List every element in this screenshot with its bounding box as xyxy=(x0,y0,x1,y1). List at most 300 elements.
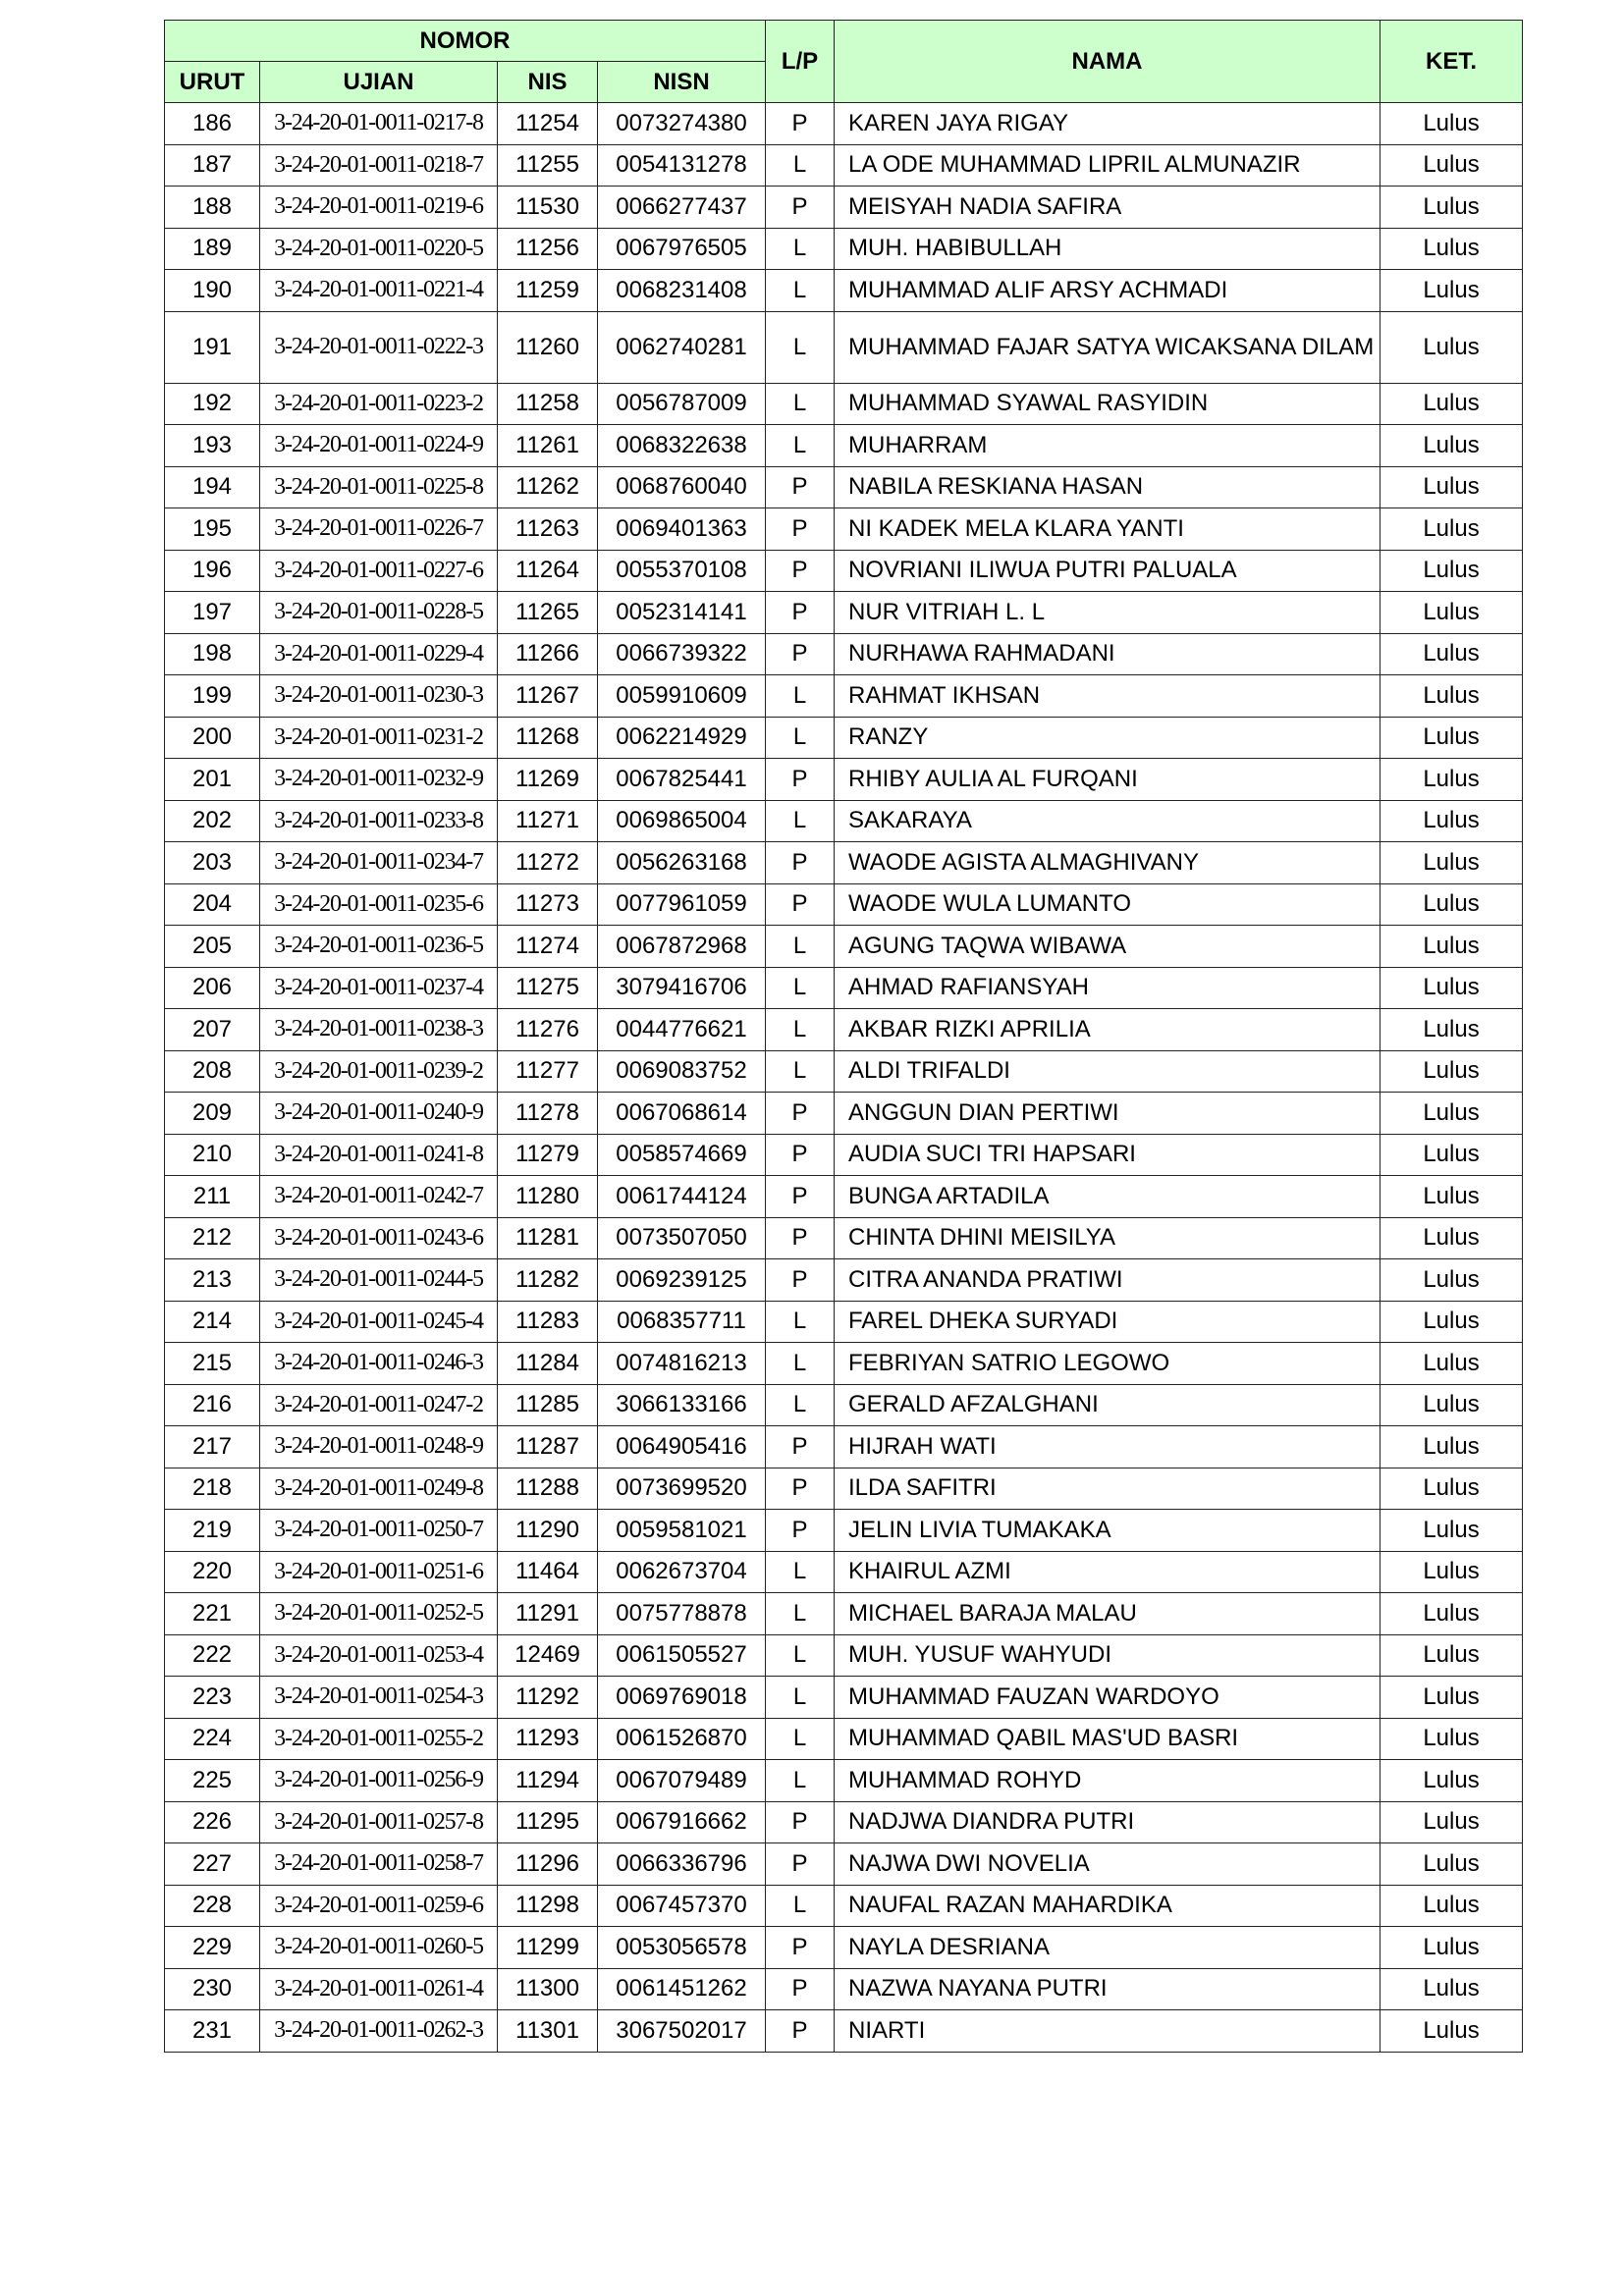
cell-ket: Lulus xyxy=(1380,926,1523,968)
cell-lp: L xyxy=(766,1384,835,1426)
cell-lp: L xyxy=(766,717,835,759)
cell-nisn: 0068231408 xyxy=(598,270,766,312)
cell-ujian: 3-24-20-01-0011-0236-5 xyxy=(260,926,498,968)
cell-nama: KHAIRUL AZMI xyxy=(835,1551,1380,1593)
cell-ujian: 3-24-20-01-0011-0223-2 xyxy=(260,383,498,425)
cell-nisn: 0067825441 xyxy=(598,759,766,801)
cell-nis: 11267 xyxy=(498,675,598,718)
cell-ujian: 3-24-20-01-0011-0231-2 xyxy=(260,717,498,759)
cell-nis: 11269 xyxy=(498,759,598,801)
cell-ket: Lulus xyxy=(1380,1843,1523,1886)
header-nisn: NISN xyxy=(598,62,766,103)
table-row xyxy=(165,717,1523,759)
cell-ket: Lulus xyxy=(1380,466,1523,508)
cell-ket: Lulus xyxy=(1380,1510,1523,1552)
table-row xyxy=(165,1050,1523,1093)
cell-nama: MUHAMMAD SYAWAL RASYIDIN xyxy=(835,383,1380,425)
cell-ket: Lulus xyxy=(1380,2010,1523,2053)
cell-ujian: 3-24-20-01-0011-0228-5 xyxy=(260,592,498,634)
cell-nis: 11288 xyxy=(498,1468,598,1510)
cell-nis: 11265 xyxy=(498,592,598,634)
cell-nis: 11261 xyxy=(498,425,598,467)
table-row xyxy=(165,1718,1523,1760)
cell-urut: 200 xyxy=(165,717,260,759)
cell-nis: 11282 xyxy=(498,1259,598,1302)
cell-urut: 186 xyxy=(165,103,260,145)
header-nomor: NOMOR xyxy=(165,21,766,62)
table-row xyxy=(165,1384,1523,1426)
cell-nama: NABILA RESKIANA HASAN xyxy=(835,466,1380,508)
cell-nama: MUHAMMAD FAJAR SATYA WICAKSANA DILAM xyxy=(835,311,1380,383)
cell-lp: P xyxy=(766,508,835,551)
cell-nis: 11300 xyxy=(498,1968,598,2010)
cell-nis: 11278 xyxy=(498,1093,598,1135)
cell-nis: 12469 xyxy=(498,1634,598,1677)
cell-ujian: 3-24-20-01-0011-0241-8 xyxy=(260,1134,498,1176)
cell-nis: 11275 xyxy=(498,967,598,1009)
cell-urut: 205 xyxy=(165,926,260,968)
table-row xyxy=(165,466,1523,508)
cell-nama: KAREN JAYA RIGAY xyxy=(835,103,1380,145)
table-row xyxy=(165,270,1523,312)
table-row xyxy=(165,1677,1523,1719)
cell-nisn: 0067872968 xyxy=(598,926,766,968)
cell-urut: 208 xyxy=(165,1050,260,1093)
cell-nama: NIARTI xyxy=(835,2010,1380,2053)
cell-nisn: 0052314141 xyxy=(598,592,766,634)
cell-ket: Lulus xyxy=(1380,1093,1523,1135)
cell-nis: 11283 xyxy=(498,1301,598,1343)
cell-urut: 219 xyxy=(165,1510,260,1552)
table-row xyxy=(165,1885,1523,1927)
cell-nis: 11298 xyxy=(498,1885,598,1927)
cell-nis: 11255 xyxy=(498,144,598,187)
cell-ket: Lulus xyxy=(1380,1217,1523,1259)
cell-nis: 11274 xyxy=(498,926,598,968)
header-nis: NIS xyxy=(498,62,598,103)
cell-nis: 11294 xyxy=(498,1760,598,1802)
graduation-table xyxy=(164,20,1523,2053)
cell-ujian: 3-24-20-01-0011-0243-6 xyxy=(260,1217,498,1259)
cell-ujian: 3-24-20-01-0011-0235-6 xyxy=(260,883,498,926)
header-row-top xyxy=(165,21,1523,62)
table-row xyxy=(165,967,1523,1009)
cell-nisn: 0075778878 xyxy=(598,1593,766,1635)
cell-nisn: 0066739322 xyxy=(598,633,766,675)
cell-ket: Lulus xyxy=(1380,1176,1523,1218)
cell-ujian: 3-24-20-01-0011-0256-9 xyxy=(260,1760,498,1802)
cell-nis: 11290 xyxy=(498,1510,598,1552)
cell-lp: L xyxy=(766,1760,835,1802)
cell-nis: 11264 xyxy=(498,550,598,592)
cell-nisn: 0059581021 xyxy=(598,1510,766,1552)
cell-urut: 220 xyxy=(165,1551,260,1593)
table-row xyxy=(165,1968,1523,2010)
table-row xyxy=(165,311,1523,383)
cell-nama: NAJWA DWI NOVELIA xyxy=(835,1843,1380,1886)
cell-nisn: 0058574669 xyxy=(598,1134,766,1176)
cell-ujian: 3-24-20-01-0011-0247-2 xyxy=(260,1384,498,1426)
cell-urut: 209 xyxy=(165,1093,260,1135)
cell-nama: GERALD AFZALGHANI xyxy=(835,1384,1380,1426)
cell-nisn: 0066336796 xyxy=(598,1843,766,1886)
table-row xyxy=(165,1009,1523,1051)
cell-ket: Lulus xyxy=(1380,1384,1523,1426)
table-row xyxy=(165,1093,1523,1135)
cell-lp: L xyxy=(766,1050,835,1093)
cell-nis: 11260 xyxy=(498,311,598,383)
cell-nis: 11530 xyxy=(498,187,598,229)
header-nama: NAMA xyxy=(835,21,1380,103)
cell-ujian: 3-24-20-01-0011-0261-4 xyxy=(260,1968,498,2010)
cell-ket: Lulus xyxy=(1380,550,1523,592)
cell-nisn: 0068760040 xyxy=(598,466,766,508)
cell-nisn: 0069239125 xyxy=(598,1259,766,1302)
cell-nisn: 0067457370 xyxy=(598,1885,766,1927)
cell-nama: ALDI TRIFALDI xyxy=(835,1050,1380,1093)
cell-urut: 227 xyxy=(165,1843,260,1886)
cell-ket: Lulus xyxy=(1380,800,1523,842)
cell-nis: 11263 xyxy=(498,508,598,551)
cell-lp: P xyxy=(766,103,835,145)
cell-lp: P xyxy=(766,1968,835,2010)
cell-ket: Lulus xyxy=(1380,717,1523,759)
cell-nisn: 0062214929 xyxy=(598,717,766,759)
cell-lp: L xyxy=(766,1593,835,1635)
cell-nama: HIJRAH WATI xyxy=(835,1426,1380,1468)
table-row xyxy=(165,550,1523,592)
cell-ket: Lulus xyxy=(1380,675,1523,718)
cell-nama: BUNGA ARTADILA xyxy=(835,1176,1380,1218)
cell-lp: L xyxy=(766,675,835,718)
cell-lp: L xyxy=(766,800,835,842)
table-row xyxy=(165,1176,1523,1218)
cell-nama: MUHAMMAD FAUZAN WARDOYO xyxy=(835,1677,1380,1719)
cell-nis: 11277 xyxy=(498,1050,598,1093)
cell-ket: Lulus xyxy=(1380,1801,1523,1843)
cell-nis: 11299 xyxy=(498,1927,598,1969)
cell-urut: 187 xyxy=(165,144,260,187)
cell-urut: 198 xyxy=(165,633,260,675)
cell-nis: 11256 xyxy=(498,228,598,270)
cell-nisn: 0074816213 xyxy=(598,1343,766,1385)
cell-ujian: 3-24-20-01-0011-0233-8 xyxy=(260,800,498,842)
cell-nama: NUR VITRIAH L. L xyxy=(835,592,1380,634)
cell-nisn: 0056787009 xyxy=(598,383,766,425)
cell-nis: 11293 xyxy=(498,1718,598,1760)
cell-nis: 11273 xyxy=(498,883,598,926)
table-row xyxy=(165,1301,1523,1343)
table-body xyxy=(165,103,1523,2053)
cell-lp: P xyxy=(766,759,835,801)
cell-nisn: 3066133166 xyxy=(598,1384,766,1426)
cell-nis: 11285 xyxy=(498,1384,598,1426)
cell-lp: L xyxy=(766,1634,835,1677)
cell-lp: L xyxy=(766,1677,835,1719)
cell-ket: Lulus xyxy=(1380,1009,1523,1051)
cell-ket: Lulus xyxy=(1380,1760,1523,1802)
cell-ujian: 3-24-20-01-0011-0252-5 xyxy=(260,1593,498,1635)
cell-lp: L xyxy=(766,311,835,383)
cell-ket: Lulus xyxy=(1380,1050,1523,1093)
cell-ket: Lulus xyxy=(1380,1301,1523,1343)
cell-ujian: 3-24-20-01-0011-0262-3 xyxy=(260,2010,498,2053)
cell-nis: 11464 xyxy=(498,1551,598,1593)
cell-nisn: 0073274380 xyxy=(598,103,766,145)
cell-ujian: 3-24-20-01-0011-0244-5 xyxy=(260,1259,498,1302)
cell-urut: 222 xyxy=(165,1634,260,1677)
cell-ujian: 3-24-20-01-0011-0250-7 xyxy=(260,1510,498,1552)
cell-ket: Lulus xyxy=(1380,759,1523,801)
cell-nama: WAODE AGISTA ALMAGHIVANY xyxy=(835,842,1380,884)
cell-urut: 221 xyxy=(165,1593,260,1635)
cell-ujian: 3-24-20-01-0011-0259-6 xyxy=(260,1885,498,1927)
cell-lp: P xyxy=(766,592,835,634)
cell-lp: P xyxy=(766,1134,835,1176)
cell-nisn: 0068322638 xyxy=(598,425,766,467)
cell-nama: LA ODE MUHAMMAD LIPRIL ALMUNAZIR xyxy=(835,144,1380,187)
cell-nis: 11284 xyxy=(498,1343,598,1385)
cell-lp: P xyxy=(766,187,835,229)
cell-lp: P xyxy=(766,883,835,926)
cell-ket: Lulus xyxy=(1380,1677,1523,1719)
cell-ujian: 3-24-20-01-0011-0229-4 xyxy=(260,633,498,675)
cell-nama: FAREL DHEKA SURYADI xyxy=(835,1301,1380,1343)
cell-lp: P xyxy=(766,1510,835,1552)
table-row xyxy=(165,1134,1523,1176)
cell-nisn: 0061526870 xyxy=(598,1718,766,1760)
cell-lp: P xyxy=(766,1093,835,1135)
cell-urut: 211 xyxy=(165,1176,260,1218)
cell-nisn: 0067976505 xyxy=(598,228,766,270)
cell-nama: JELIN LIVIA TUMAKAKA xyxy=(835,1510,1380,1552)
cell-lp: P xyxy=(766,466,835,508)
cell-nis: 11254 xyxy=(498,103,598,145)
cell-nis: 11266 xyxy=(498,633,598,675)
cell-nama: AGUNG TAQWA WIBAWA xyxy=(835,926,1380,968)
cell-lp: L xyxy=(766,425,835,467)
cell-ket: Lulus xyxy=(1380,883,1523,926)
cell-nisn: 0067916662 xyxy=(598,1801,766,1843)
cell-nama: SAKARAYA xyxy=(835,800,1380,842)
cell-nis: 11262 xyxy=(498,466,598,508)
cell-nama: AKBAR RIZKI APRILIA xyxy=(835,1009,1380,1051)
cell-nama: NURHAWA RAHMADANI xyxy=(835,633,1380,675)
cell-lp: P xyxy=(766,1217,835,1259)
cell-urut: 192 xyxy=(165,383,260,425)
cell-nis: 11281 xyxy=(498,1217,598,1259)
cell-nisn: 0067079489 xyxy=(598,1760,766,1802)
cell-nama: MUHAMMAD ALIF ARSY ACHMADI xyxy=(835,270,1380,312)
cell-ket: Lulus xyxy=(1380,1634,1523,1677)
cell-ujian: 3-24-20-01-0011-0234-7 xyxy=(260,842,498,884)
cell-urut: 196 xyxy=(165,550,260,592)
cell-nis: 11280 xyxy=(498,1176,598,1218)
cell-ujian: 3-24-20-01-0011-0260-5 xyxy=(260,1927,498,1969)
cell-nama: WAODE WULA LUMANTO xyxy=(835,883,1380,926)
cell-lp: L xyxy=(766,1009,835,1051)
cell-lp: P xyxy=(766,842,835,884)
cell-ket: Lulus xyxy=(1380,1927,1523,1969)
table-row xyxy=(165,883,1523,926)
cell-ujian: 3-24-20-01-0011-0220-5 xyxy=(260,228,498,270)
cell-nisn: 3067502017 xyxy=(598,2010,766,2053)
cell-ket: Lulus xyxy=(1380,1468,1523,1510)
table-row xyxy=(165,1551,1523,1593)
cell-urut: 230 xyxy=(165,1968,260,2010)
cell-urut: 214 xyxy=(165,1301,260,1343)
cell-ujian: 3-24-20-01-0011-0249-8 xyxy=(260,1468,498,1510)
cell-nama: MEISYAH NADIA SAFIRA xyxy=(835,187,1380,229)
cell-nisn: 3079416706 xyxy=(598,967,766,1009)
cell-nisn: 0061744124 xyxy=(598,1176,766,1218)
cell-lp: L xyxy=(766,228,835,270)
cell-nama: MICHAEL BARAJA MALAU xyxy=(835,1593,1380,1635)
cell-nis: 11291 xyxy=(498,1593,598,1635)
cell-urut: 207 xyxy=(165,1009,260,1051)
cell-nisn: 0055370108 xyxy=(598,550,766,592)
table-row xyxy=(165,1259,1523,1302)
table-row xyxy=(165,1760,1523,1802)
cell-urut: 201 xyxy=(165,759,260,801)
table-row xyxy=(165,842,1523,884)
cell-ket: Lulus xyxy=(1380,842,1523,884)
cell-urut: 189 xyxy=(165,228,260,270)
cell-ujian: 3-24-20-01-0011-0222-3 xyxy=(260,311,498,383)
cell-ket: Lulus xyxy=(1380,103,1523,145)
cell-urut: 188 xyxy=(165,187,260,229)
cell-urut: 212 xyxy=(165,1217,260,1259)
cell-urut: 197 xyxy=(165,592,260,634)
cell-nisn: 0064905416 xyxy=(598,1426,766,1468)
cell-urut: 202 xyxy=(165,800,260,842)
cell-urut: 228 xyxy=(165,1885,260,1927)
cell-nama: CITRA ANANDA PRATIWI xyxy=(835,1259,1380,1302)
cell-lp: P xyxy=(766,633,835,675)
cell-urut: 199 xyxy=(165,675,260,718)
table-row xyxy=(165,800,1523,842)
cell-nis: 11258 xyxy=(498,383,598,425)
cell-nama: FEBRIYAN SATRIO LEGOWO xyxy=(835,1343,1380,1385)
cell-nama: NAZWA NAYANA PUTRI xyxy=(835,1968,1380,2010)
cell-ujian: 3-24-20-01-0011-0238-3 xyxy=(260,1009,498,1051)
cell-nisn: 0059910609 xyxy=(598,675,766,718)
cell-ket: Lulus xyxy=(1380,1259,1523,1302)
cell-ket: Lulus xyxy=(1380,1134,1523,1176)
cell-ket: Lulus xyxy=(1380,311,1523,383)
cell-nis: 11287 xyxy=(498,1426,598,1468)
cell-nama: NAYLA DESRIANA xyxy=(835,1927,1380,1969)
cell-nisn: 0061505527 xyxy=(598,1634,766,1677)
table-row xyxy=(165,1343,1523,1385)
cell-urut: 229 xyxy=(165,1927,260,1969)
cell-lp: L xyxy=(766,1718,835,1760)
cell-nama: NADJWA DIANDRA PUTRI xyxy=(835,1801,1380,1843)
cell-urut: 225 xyxy=(165,1760,260,1802)
cell-lp: P xyxy=(766,1927,835,1969)
cell-nisn: 0056263168 xyxy=(598,842,766,884)
cell-ket: Lulus xyxy=(1380,1885,1523,1927)
table-row xyxy=(165,383,1523,425)
table-row xyxy=(165,1468,1523,1510)
cell-ujian: 3-24-20-01-0011-0253-4 xyxy=(260,1634,498,1677)
table-header xyxy=(165,21,1523,103)
cell-ujian: 3-24-20-01-0011-0232-9 xyxy=(260,759,498,801)
cell-nama: MUH. YUSUF WAHYUDI xyxy=(835,1634,1380,1677)
cell-ujian: 3-24-20-01-0011-0227-6 xyxy=(260,550,498,592)
cell-urut: 223 xyxy=(165,1677,260,1719)
cell-ujian: 3-24-20-01-0011-0242-7 xyxy=(260,1176,498,1218)
cell-nama: RAHMAT IKHSAN xyxy=(835,675,1380,718)
cell-nama: MUHARRAM xyxy=(835,425,1380,467)
cell-nis: 11292 xyxy=(498,1677,598,1719)
header-lp: L/P xyxy=(766,21,835,103)
cell-ket: Lulus xyxy=(1380,1593,1523,1635)
cell-urut: 210 xyxy=(165,1134,260,1176)
cell-ujian: 3-24-20-01-0011-0254-3 xyxy=(260,1677,498,1719)
cell-nis: 11276 xyxy=(498,1009,598,1051)
cell-ket: Lulus xyxy=(1380,1343,1523,1385)
table-row xyxy=(165,187,1523,229)
cell-urut: 226 xyxy=(165,1801,260,1843)
cell-ket: Lulus xyxy=(1380,1551,1523,1593)
cell-ujian: 3-24-20-01-0011-0251-6 xyxy=(260,1551,498,1593)
cell-ujian: 3-24-20-01-0011-0221-4 xyxy=(260,270,498,312)
cell-ujian: 3-24-20-01-0011-0226-7 xyxy=(260,508,498,551)
cell-ujian: 3-24-20-01-0011-0225-8 xyxy=(260,466,498,508)
cell-urut: 231 xyxy=(165,2010,260,2053)
table-row xyxy=(165,2010,1523,2053)
table-row xyxy=(165,633,1523,675)
cell-urut: 193 xyxy=(165,425,260,467)
cell-nisn: 0073699520 xyxy=(598,1468,766,1510)
table-row xyxy=(165,508,1523,551)
cell-lp: L xyxy=(766,1343,835,1385)
table-row xyxy=(165,1510,1523,1552)
table-row xyxy=(165,1426,1523,1468)
cell-nama: MUHAMMAD QABIL MAS'UD BASRI xyxy=(835,1718,1380,1760)
cell-nama: CHINTA DHINI MEISILYA xyxy=(835,1217,1380,1259)
cell-ket: Lulus xyxy=(1380,383,1523,425)
cell-nisn: 0073507050 xyxy=(598,1217,766,1259)
cell-ket: Lulus xyxy=(1380,592,1523,634)
cell-ujian: 3-24-20-01-0011-0224-9 xyxy=(260,425,498,467)
cell-nama: AUDIA SUCI TRI HAPSARI xyxy=(835,1134,1380,1176)
cell-urut: 190 xyxy=(165,270,260,312)
cell-ket: Lulus xyxy=(1380,1718,1523,1760)
cell-nis: 11271 xyxy=(498,800,598,842)
cell-ujian: 3-24-20-01-0011-0230-3 xyxy=(260,675,498,718)
header-ket: KET. xyxy=(1380,21,1523,103)
cell-lp: L xyxy=(766,1301,835,1343)
cell-ket: Lulus xyxy=(1380,1968,1523,2010)
cell-lp: L xyxy=(766,144,835,187)
cell-nama: ILDA SAFITRI xyxy=(835,1468,1380,1510)
cell-ujian: 3-24-20-01-0011-0257-8 xyxy=(260,1801,498,1843)
cell-nisn: 0068357711 xyxy=(598,1301,766,1343)
table-row xyxy=(165,1634,1523,1677)
table-row xyxy=(165,592,1523,634)
cell-nisn: 0067068614 xyxy=(598,1093,766,1135)
header-urut: URUT xyxy=(165,62,260,103)
cell-ket: Lulus xyxy=(1380,633,1523,675)
cell-urut: 195 xyxy=(165,508,260,551)
cell-nisn: 0053056578 xyxy=(598,1927,766,1969)
cell-nama: RANZY xyxy=(835,717,1380,759)
table-row xyxy=(165,425,1523,467)
cell-ket: Lulus xyxy=(1380,967,1523,1009)
table-row xyxy=(165,675,1523,718)
